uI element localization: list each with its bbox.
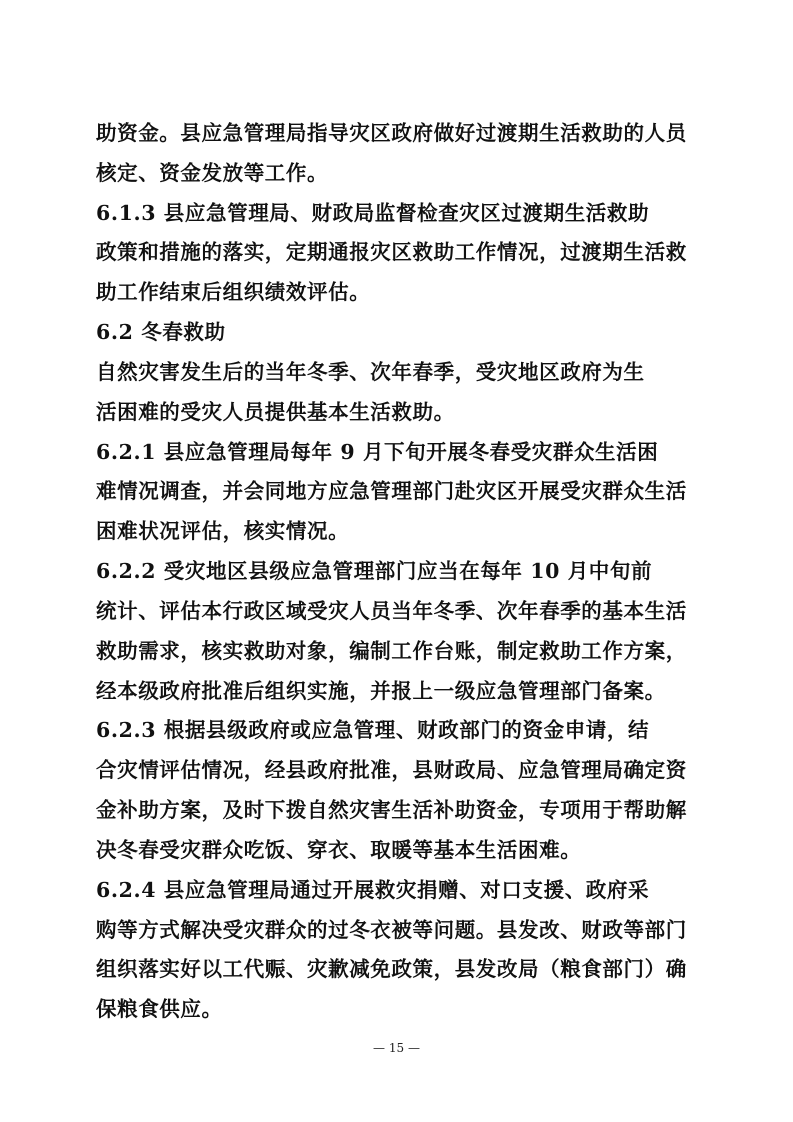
text-line: 合灾情评估情况，经县政府批准，县财政局、应急管理局确定资 [96,758,687,783]
text-line: 活困难的受灾人员提供基本生活救助。 [96,399,455,424]
text-line: 助工作结束后组织绩效评估。 [96,280,371,305]
text-line: 困难状况评估，核实情况。 [96,519,350,544]
text-line: 购等方式解决受灾群众的过冬衣被等问题。县发改、财政等部门 [96,917,687,942]
text-line: 救助需求，核实救助对象，编制工作台账，制定救助工作方案， [96,638,687,663]
text-line: 组织落实好以工代赈、灾歉减免政策，县发改局（粮食部门）确 [96,957,687,982]
text-line: 助资金。县应急管理局指导灾区政府做好过渡期生活救助的人员 [96,121,687,145]
text-line: 政策和措施的落实，定期通报灾区救助工作情况，过渡期生活救 [96,240,687,265]
text-line: 6.2.2 受灾地区县级应急管理部门应当在每年 10 月中旬前 [96,559,653,584]
text-line: 核定、资金发放等工作。 [96,160,329,185]
text-line: 保粮食供应。 [96,997,223,1022]
section-heading: 6.2 冬春救助 [96,320,226,345]
page-number: — 15 — [373,1041,420,1055]
text-line: 经本级政府批准后组织实施，并报上一级应急管理部门备案。 [96,678,666,703]
text-line: 6.1.3 县应急管理局、财政局监督检查灾区过渡期生活救助 [96,200,650,225]
text-line: 自然灾害发生后的当年冬季、次年春季，受灾地区政府为生 [96,359,645,384]
text-line: 6.2.1 县应急管理局每年 9 月下旬开展冬春受灾群众生活困 [96,439,659,464]
text-line: 难情况调查，并会同地方应急管理部门赴灾区开展受灾群众生活 [96,479,687,504]
text-line: 6.2.4 县应急管理局通过开展救灾捐赠、对口支援、政府采 [96,877,650,902]
text-line: 6.2.3 根据县级政府或应急管理、财政部门的资金申请，结 [96,718,650,743]
text-line: 金补助方案，及时下拨自然灾害生活补助资金，专项用于帮助解 [96,798,687,823]
text-line: 统计、评估本行政区域受灾人员当年冬季、次年春季的基本生活 [96,598,687,623]
text-line: 决冬春受灾群众吃饭、穿衣、取暖等基本生活困难。 [96,837,582,862]
